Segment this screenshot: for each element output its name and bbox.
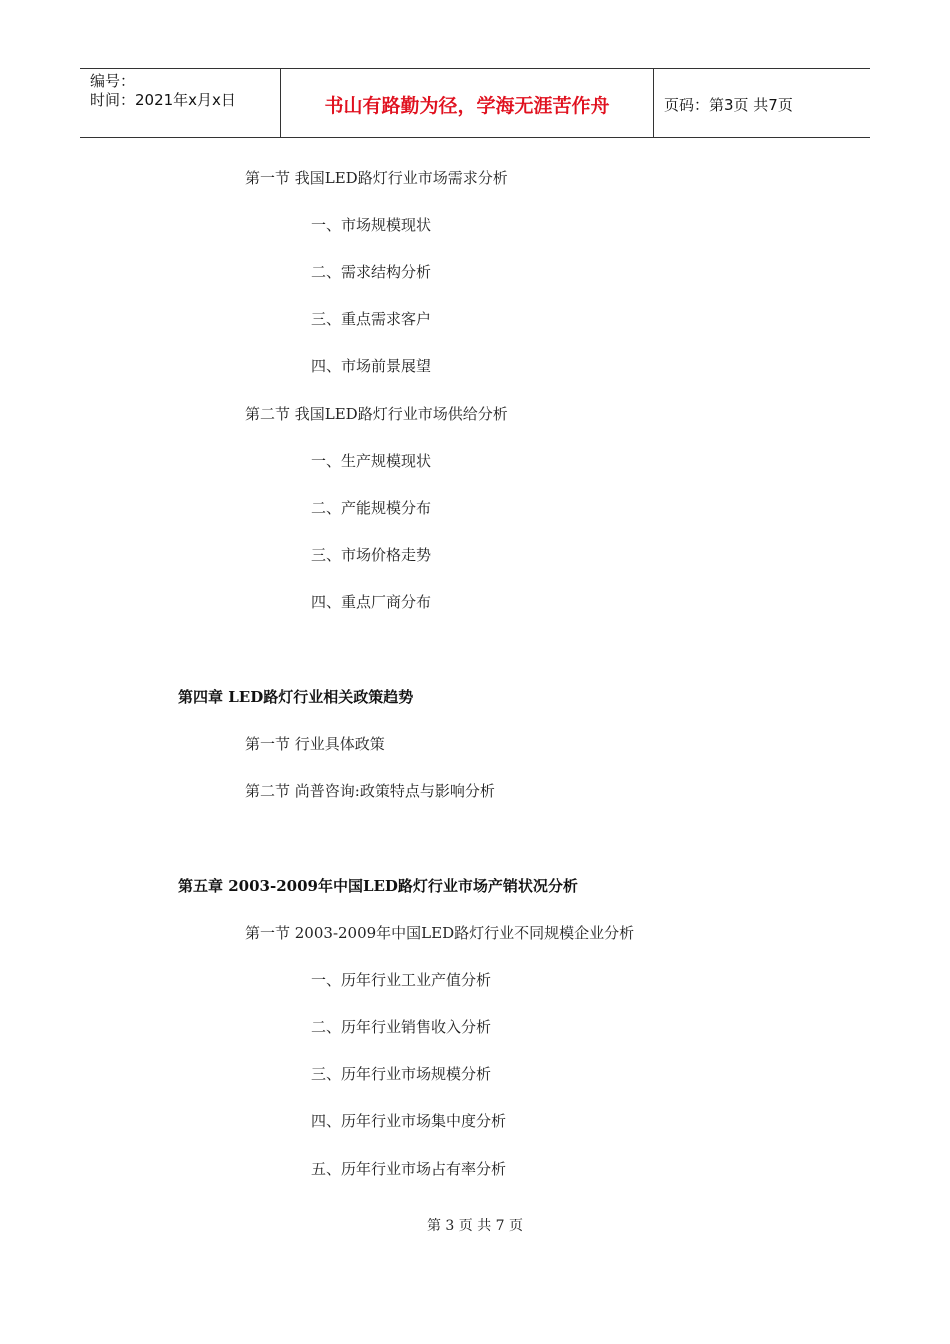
toc-section: 第二节 我国LED路灯行业市场供给分析 (245, 405, 508, 423)
document-time-label: 时间：2021年x月x日 (90, 91, 236, 109)
toc-item: 五、历年行业市场占有率分析 (311, 1160, 507, 1178)
header-meta-cell (80, 69, 281, 137)
toc-item: 二、产能规模分布 (311, 499, 432, 517)
header-motto-cell (281, 69, 654, 137)
toc-section: 第一节 2003-2009年中国LED路灯行业不同规模企业分析 (245, 924, 635, 942)
toc-chapter: 第五章 2003-2009年中国LED路灯行业市场产销状况分析 (178, 877, 578, 895)
document-number-label: 编号： (90, 72, 136, 90)
toc-item: 一、历年行业工业产值分析 (311, 971, 492, 989)
toc-item: 二、需求结构分析 (311, 263, 432, 281)
toc-section: 第一节 我国LED路灯行业市场需求分析 (245, 169, 508, 187)
header-motto: 书山有路勤为径，学海无涯苦作舟 (324, 95, 610, 117)
toc-item: 二、历年行业销售收入分析 (311, 1018, 492, 1036)
toc-item: 三、市场价格走势 (311, 546, 432, 564)
page-header (80, 68, 870, 138)
header-page-cell (654, 69, 870, 137)
toc-chapter: 第四章 LED路灯行业相关政策趋势 (178, 688, 414, 706)
footer-page-number: 第 3 页 共 7 页 (426, 1218, 524, 1234)
toc-item: 一、生产规模现状 (311, 452, 432, 470)
toc-section: 第二节 尚普咨询:政策特点与影响分析 (245, 782, 495, 800)
toc-item: 一、市场规模现状 (311, 216, 432, 234)
toc-item: 四、重点厂商分布 (311, 593, 432, 611)
toc-item: 四、历年行业市场集中度分析 (311, 1112, 507, 1130)
toc-section: 第一节 行业具体政策 (245, 735, 385, 753)
page-footer (0, 1215, 950, 1235)
toc-item: 三、重点需求客户 (311, 310, 432, 328)
toc-item: 四、市场前景展望 (311, 357, 432, 375)
header-page-code: 页码：第3页 共7页 (664, 96, 793, 114)
toc-item: 三、历年行业市场规模分析 (311, 1065, 492, 1083)
